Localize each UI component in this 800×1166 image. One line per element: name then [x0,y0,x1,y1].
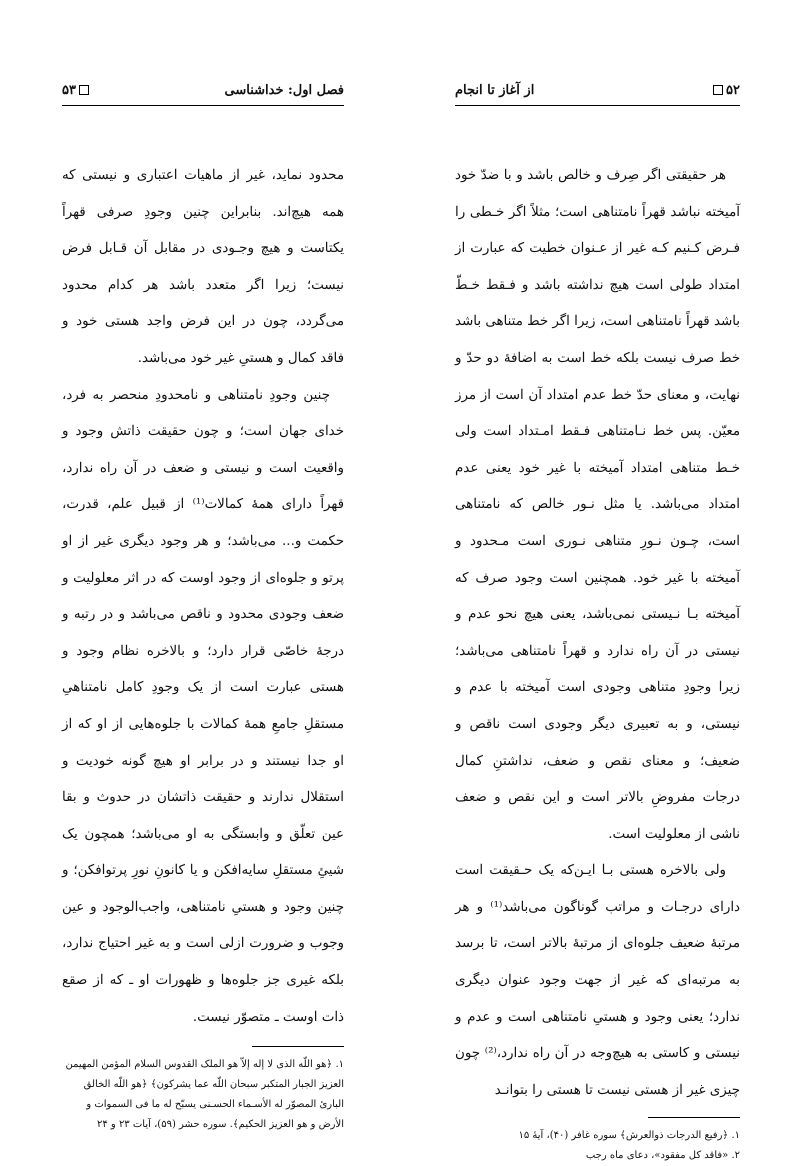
left-page [62,78,344,1135]
square-icon [79,85,89,95]
body-paragraph: هر حقیقتی اگر صِرف و خالص باشد و با ضدّ خود آمیخته نباشد قهراً نامتناهی است؛ مثلاً اگر خـطی را فـرض کـنیم کـه غیر از عـنوان خطیت که عبارت از امتداد طولی است هیچ نداشته باشد و فـقط خـطّ باشد قهراً نامتناهی است، زیرا اگر خط متناهی باشد خط صرف نیست بلکه خط است به اضافهٔ دو حدّ و نهایت، و معنای حدّ خط عدم امتداد آن است از مرز معیّن. پس خط نـامتناهی فـقط امـتداد است ولی خـط متناهی امتداد آمیخته با غیر خود یعنی عدم امتداد می‌باشد. یا مثل نـور خالص که نامتناهی است، چـون نـورِ متناهی نـوری است مـحدود و آمیخته با غیر خود. همچنین است وجود صرف که آمیخته بـا نـیستی نمی‌باشد، یعنی هیچ نحو عدم و نیستی در آن راه ندارد و قهراً نامتناهی می‌باشد؛ زیرا وجودِ متناهی وجودی است آمیخته با عدم و نیستی، و به تعبیری دیگر وجودی است ناقص و ضعیف؛ و معنای نقص و ضعف، نداشتنِ کمال درجات مفروضِ بالاتر است و این نقص و ضعف ناشی از معلولیت است. [455,168,740,842]
footnote: ۱. ﴿رفیع الدرجات ذوالعرش﴾ سوره غافر (۴۰)، آیهٔ ۱۵ [518,1130,740,1142]
footnote: ۱. ﴿هو اللّه الذی لا إله إلاّ هو الملک القدوس السلام المؤمن المهیمن العزیز الجبار المتکبر سبحان اللّه عما یشرکون﴾ ﴿هو اللّه الخالق البارئ المصوّر له الأسـماء الحسـنی یسبّح له ما فی السموات و الأرض و هو العزیز الحکیم﴾. سوره حشر (۵۹)، آیات ۲۳ و ۲۴ [65,1059,344,1131]
body-paragraph: چنین وجودِ نامتناهی و نامحدودِ منحصر به فرد، خدای جهان است؛ و چون حقیقت ذاتش وجود و واقعیت است و نیستی و ضعف در آن راه ندارد، قهراً دارای همهٔ کمالات⁽¹⁾ از قبیل علم، قدرت، حکمت و... می‌باشد؛ و هر وجود دیگری غیر از او پرتو و جلوه‌ای از وجود اوست که در اثر معلولیت و ضعف وجودی محدود و ناقص می‌باشد و در رتبه و درجهٔ خاصّی قرار دارد؛ و بالاخره نظام وجود و هستی عبارت است از یک وجودِ کامل نامتناهیِ مستقلِ جامعِ همهٔ کمالات با جلوه‌هایی از او که از او جدا نیستند و در برابر او هیچ گونه خودیت و استقلال ندارند و حقیقت ذاتشان در حدوث و بقا عین تعلّق و وابستگی به او می‌باشد؛ همچون یک شیئِ مستقلِ سایه‌افکن و یا کانونِ نورِ پرتوافکن؛ و چنین وجود و هستیِ نامتناهی، واجب‌الوجود و عین وجوب و ضرورت ازلی است و به غیر احتیاج ندارد، بلکه غیری جز جلوه‌ها و ظهورات او ـ که از صقع ذات اوست ـ متصوّر نیست. [62,387,345,1025]
right-footnotes [455,1126,740,1166]
body-paragraph: محدود نماید، غیر از ماهیات اعتباری و نیستی که همه هیچ‌اند. بنابراین چنین وجودِ صرفی قهراً یکتاست و هیچ وجـودی در مقابل آن قـابل فرض نیست؛ زیرا اگر متعدد باشد هر کدام محدود می‌گردد، چون در این فرض واجد هستی خود و فاقد کمال و هستیِ غیر خود می‌باشد. [62,168,344,366]
left-page-header [62,78,344,106]
right-running-title: از آغاز تا انجام [455,82,535,98]
right-page [455,78,740,1166]
right-page-number-block [713,83,740,98]
right-page-header [455,78,740,106]
footnote: ۲. «فاقد کل مفقود»، دعای ماه رجب [585,1150,740,1162]
left-page-number: ۵۳ [62,82,76,98]
footnote-divider [648,1117,740,1118]
left-page-body [62,158,344,1036]
left-footnotes [62,1055,344,1135]
footnote-divider [252,1046,344,1047]
right-page-body [455,158,740,1109]
left-page-number-block [62,83,89,98]
right-page-number: ۵۲ [726,82,740,98]
square-icon [713,85,723,95]
body-paragraph: ولی بالاخره هستی بـا ایـن‌که یک حـقیقت است دارای درجـات و مراتب گوناگون می‌باشد⁽¹⁾ و هر مرتبهٔ ضعیف جلوه‌ای از مرتبهٔ بالاتر است، تا برسد به مرتبه‌ای که غیر از جهت وجود عنوان دیگری ندارد؛ یعنی وجود و هستیِ نامتناهی است و عدم و نیستی و کاستی به هیچ‌وجه در آن راه ندارد،⁽²⁾ چون چیزی غیر از هستی نیست تا هستی را بتوانـد [455,863,741,1098]
left-running-title: فصل اول: خداشناسی [224,82,344,98]
